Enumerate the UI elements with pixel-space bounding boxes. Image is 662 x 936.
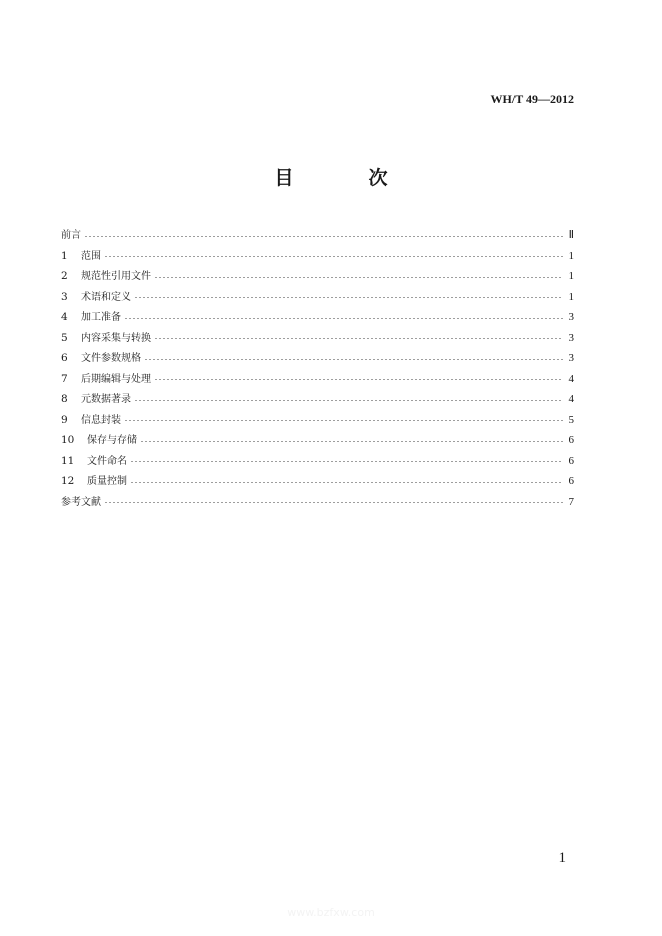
toc-entry[interactable] <box>61 225 574 246</box>
dot-leader <box>134 297 563 298</box>
toc-entry-page: 6 <box>568 434 574 446</box>
toc-entry-number: 2 <box>61 270 68 282</box>
dot-leader <box>84 236 563 237</box>
toc-entry-number: 1 <box>61 249 68 262</box>
toc-entry-label: 保存与存储 <box>87 435 137 446</box>
toc-entry-label: 信息封装 <box>81 414 121 426</box>
toc-entry[interactable] <box>61 369 574 390</box>
toc-entry-number: 7 <box>61 372 68 385</box>
dot-leader <box>154 379 563 380</box>
toc-entry-label: 元数据著录 <box>81 394 131 405</box>
toc-entry-number: 11 <box>61 454 75 467</box>
dot-leader <box>134 400 563 401</box>
toc-entry-label: 文件命名 <box>87 455 127 467</box>
toc-entry-number: 4 <box>61 311 68 323</box>
toc-entry-page: Ⅱ <box>568 229 574 241</box>
toc-entry-number: 9 <box>61 413 68 426</box>
toc-entry-number: 12 <box>61 475 75 487</box>
toc-entry-label: 质量控制 <box>87 476 127 487</box>
dot-leader <box>104 502 563 503</box>
dot-leader <box>140 441 563 442</box>
toc-entry[interactable] <box>61 410 574 431</box>
toc-entry-page: 4 <box>568 372 574 385</box>
toc-entry-label: 术语和定义 <box>81 291 131 303</box>
toc-entry-page: 3 <box>568 352 574 364</box>
toc-entry-label: 规范性引用文件 <box>81 271 151 282</box>
dot-leader <box>130 461 563 462</box>
table-of-contents <box>61 225 574 512</box>
watermark: www.bzfxw.com <box>287 906 375 919</box>
dot-leader <box>154 338 563 339</box>
toc-entry-label: 范围 <box>81 250 101 262</box>
toc-entry[interactable] <box>61 266 574 287</box>
toc-entry-number: 6 <box>61 352 68 364</box>
toc-entry-label: 前言 <box>61 230 81 241</box>
standard-code: WH/T 49—2012 <box>490 92 574 106</box>
dot-leader <box>124 318 563 319</box>
toc-entry-page: 1 <box>568 249 574 262</box>
toc-entry-number: 8 <box>61 393 68 405</box>
toc-entry-label: 内容采集与转换 <box>81 332 151 344</box>
dot-leader <box>144 359 563 360</box>
dot-leader <box>104 256 563 257</box>
toc-entry[interactable] <box>61 389 574 410</box>
toc-title: 目 次 <box>274 167 416 189</box>
toc-entry[interactable] <box>61 287 574 308</box>
toc-entry[interactable] <box>61 492 574 513</box>
toc-entry-page: 6 <box>568 454 574 467</box>
toc-entry-number: 3 <box>61 290 68 303</box>
toc-entry-page: 3 <box>568 311 574 323</box>
toc-entry[interactable] <box>61 328 574 349</box>
page-number: 1 <box>558 850 566 866</box>
toc-entry-number: 5 <box>61 331 68 344</box>
toc-entry[interactable] <box>61 348 574 369</box>
toc-entry[interactable] <box>61 471 574 492</box>
dot-leader <box>154 277 563 278</box>
toc-entry-label: 加工准备 <box>81 312 121 323</box>
dot-leader <box>124 420 563 421</box>
toc-entry-page: 5 <box>568 413 574 426</box>
toc-entry-label: 后期编辑与处理 <box>81 373 151 385</box>
toc-entry-page: 3 <box>568 331 574 344</box>
toc-entry-label: 文件参数规格 <box>81 353 141 364</box>
dot-leader <box>130 482 563 483</box>
toc-entry[interactable] <box>61 451 574 472</box>
toc-entry[interactable] <box>61 246 574 267</box>
toc-entry-page: 7 <box>568 495 574 508</box>
toc-entry-page: 1 <box>568 270 574 282</box>
toc-entry-page: 6 <box>568 475 574 487</box>
toc-entry[interactable] <box>61 307 574 328</box>
toc-entry-page: 1 <box>568 290 574 303</box>
toc-entry-label: 参考文献 <box>61 496 101 508</box>
toc-entry[interactable] <box>61 430 574 451</box>
toc-entry-page: 4 <box>568 393 574 405</box>
toc-entry-number: 10 <box>61 434 75 446</box>
